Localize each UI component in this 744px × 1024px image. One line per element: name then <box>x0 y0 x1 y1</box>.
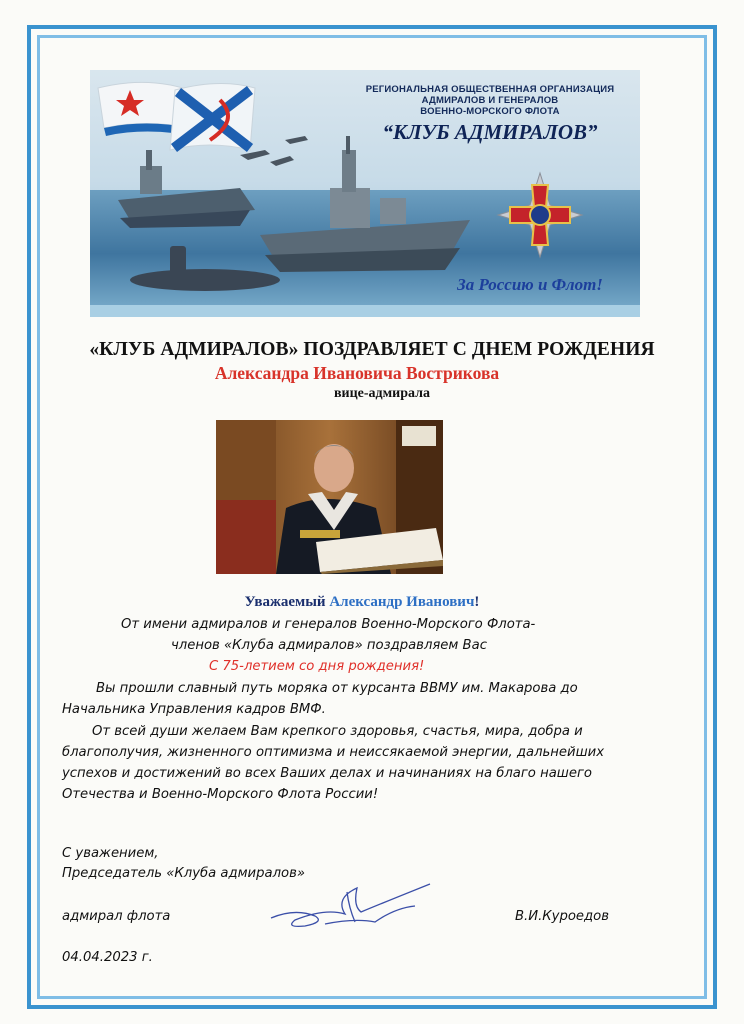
anniversary-line: С 75-летием со дня рождения! <box>209 659 425 674</box>
org-name-line-1: РЕГИОНАЛЬНАЯ ОБЩЕСТВЕННАЯ ОРГАНИЗАЦИЯ <box>365 84 615 95</box>
paragraph-2-line-2: благополучия, жизненного оптимизма и неиссякаемой энергии, дальнейших <box>62 745 605 760</box>
document-date: 04.04.2023 г. <box>62 950 153 965</box>
letter-line-1: От имени адмиралов и генералов Военно-Морского Флота- <box>121 617 536 632</box>
greeting-prefix: Уважаемый <box>244 594 330 610</box>
closing-regards: С уважением, <box>62 846 159 861</box>
org-name-line-2: АДМИРАЛОВ И ГЕНЕРАЛОВ <box>421 95 559 106</box>
signer-rank: адмирал флота <box>62 909 171 924</box>
honoree-name: Александра Ивановича Вострикова <box>214 363 500 383</box>
paragraph-2-line-1: От всей души желаем Вам крепкого здоровья, счастья, мира, добра и <box>92 724 583 739</box>
header-banner <box>90 70 640 317</box>
paragraph-1-line-1: Вы прошли славный путь моряка от курсанта ВВМУ им. Макарова до <box>96 681 578 696</box>
club-name: “КЛУБ АДМИРАЛОВ” <box>382 120 598 144</box>
org-name-line-3: ВОЕННО-МОРСКОГО ФЛОТА <box>420 106 560 117</box>
honoree-photo <box>216 420 443 574</box>
signature-icon <box>265 878 435 938</box>
motto: За Россию и Флот! <box>457 275 603 294</box>
paragraph-2-line-3: успехов и достижений во всех Ваших делах и начинаниях на благо нашего <box>62 766 592 781</box>
signer-name: В.И.Куроедов <box>515 909 609 924</box>
naval-ensign-icon <box>170 83 255 150</box>
signer-position: Председатель «Клуба адмиралов» <box>62 866 305 881</box>
letter-line-2: членов «Клуба адмиралов» поздравляем Вас <box>171 638 487 653</box>
greeting-name: Александр Иванович <box>329 594 475 610</box>
greeting-suffix: ! <box>474 594 480 610</box>
paragraph-2-line-4: Отечества и Военно-Морского Флота России! <box>62 787 379 802</box>
greeting <box>0 594 744 611</box>
page-title: «КЛУБ АДМИРАЛОВ» ПОЗДРАВЛЯЕТ С ДНЕМ РОЖДЕНИЯ <box>89 339 655 360</box>
paragraph-1-line-2: Начальника Управления кадров ВМФ. <box>62 702 326 717</box>
honoree-rank: вице-адмирала <box>333 386 431 401</box>
